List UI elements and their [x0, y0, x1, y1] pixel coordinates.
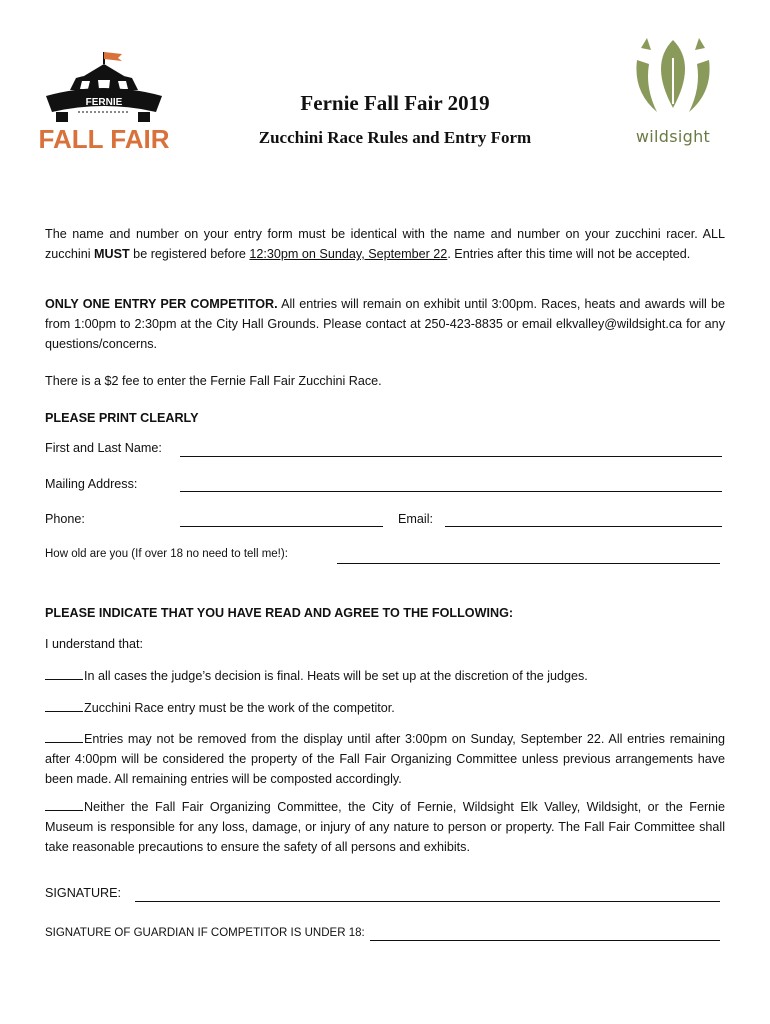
age-field[interactable]	[337, 563, 720, 564]
phone-field[interactable]	[180, 526, 383, 527]
guardian-signature-label: SIGNATURE OF GUARDIAN IF COMPETITOR IS UNDER 18:	[45, 927, 365, 939]
name-field[interactable]	[180, 456, 722, 457]
initial-blank[interactable]	[45, 730, 83, 743]
agreement-item: In all cases the judge’s decision is final. Heats will be set up at the discretion of the judges.	[45, 666, 725, 686]
guardian-signature-field[interactable]	[370, 940, 720, 941]
email-label: Email:	[398, 512, 433, 526]
initial-blank[interactable]	[45, 699, 83, 712]
email-field[interactable]	[445, 526, 722, 527]
age-label: How old are you (If over 18 no need to tell me!):	[45, 548, 288, 560]
agreement-item: Zucchini Race entry must be the work of the competitor.	[45, 698, 725, 718]
page-subtitle: Zucchini Race Rules and Entry Form	[258, 128, 532, 147]
agreement-lead: I understand that:	[45, 637, 144, 651]
print-clearly-heading: PLEASE PRINT CLEARLY	[45, 411, 199, 425]
agreement-item: Entries may not be removed from the display until after 3:00pm on Sunday, September 22. All entries remaining after 4:00pm will be considered the property of the Fall Fair Organizing Committee unless previous arrangements have been made. All remaining entries will be composted accordingly.	[45, 732, 725, 786]
page-title: Fernie Fall Fair 2019	[300, 91, 490, 115]
logo-fernie-text: FERNIE	[85, 97, 123, 108]
agreement-heading: PLEASE INDICATE THAT YOU HAVE READ AND AGREE TO THE FOLLOWING:	[45, 606, 514, 620]
logo-fall-fair-text: FALL FAIR	[38, 124, 170, 154]
intro-paragraph-2: ONLY ONE ENTRY PER COMPETITOR. All entries will remain on exhibit until 3:00pm. Races, heats and awards will be from 1:00pm to 2:30pm at the City Hall Grounds. Please contact at 250-423-8835 or email elkvalley@wildsight.ca for any questions/concerns.	[45, 297, 725, 351]
phone-label: Phone:	[45, 512, 85, 526]
wildsight-wordmark: wildsight	[635, 127, 711, 146]
intro-paragraph-1: The name and number on your entry form must be identical with the name and number on your zucchini racer. ALL zucchini MUST be registered before 12:30pm on Sunday, September 22. Entries after this time will not be accepted.	[45, 227, 725, 261]
initial-blank[interactable]	[45, 798, 83, 811]
name-label: First and Last Name:	[45, 441, 162, 455]
fee-paragraph: There is a $2 fee to enter the Fernie Fall Fair Zucchini Race.	[45, 374, 382, 388]
address-field[interactable]	[180, 491, 722, 492]
initial-blank[interactable]	[45, 667, 83, 680]
signature-field[interactable]	[135, 901, 720, 902]
signature-label: SIGNATURE:	[45, 886, 122, 900]
address-label: Mailing Address:	[45, 477, 138, 491]
agreement-item: Neither the Fall Fair Organizing Committee, the City of Fernie, Wildsight Elk Valley, Wildsight, or the Fernie Museum is responsible for any loss, damage, or injury of any nature to person or property. The Fall Fair Committee shall take reasonable precautions to ensure the safety of all persons and exhibits.	[45, 800, 725, 854]
